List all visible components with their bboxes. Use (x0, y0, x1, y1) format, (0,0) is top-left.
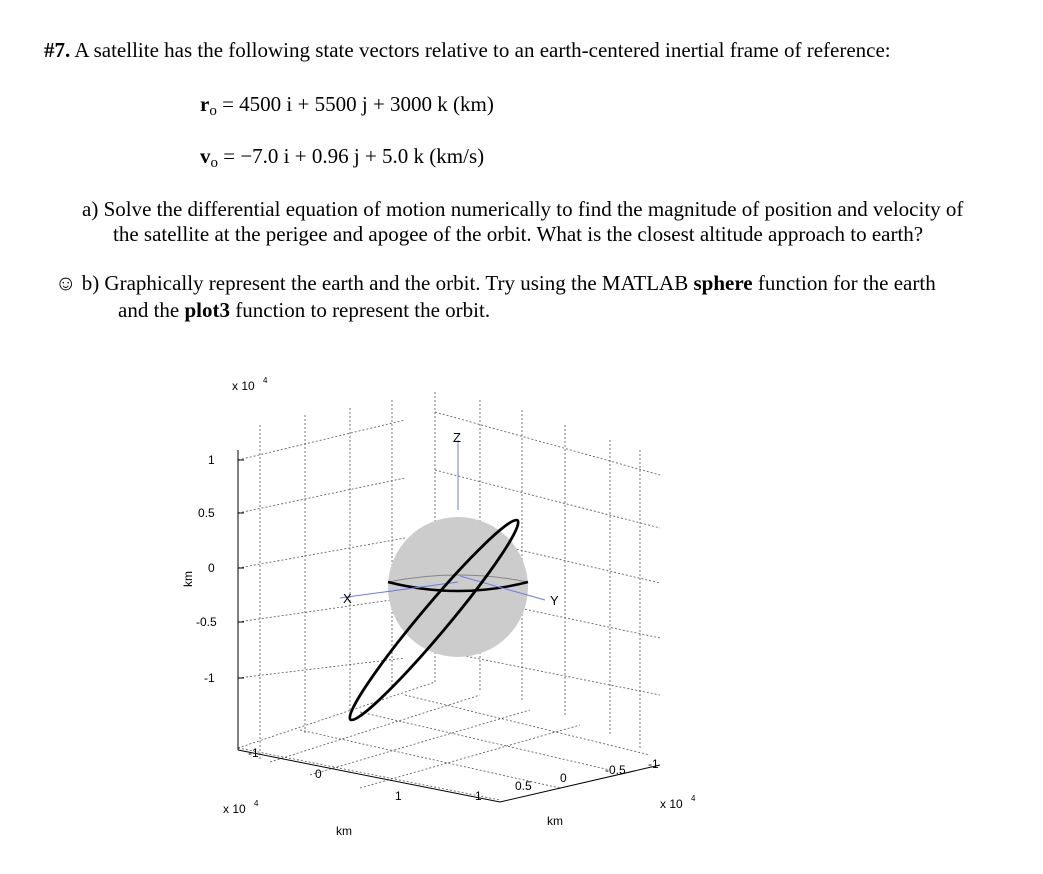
problem-text: A satellite has the following state vectors relative to an earth-centered inertial frame of reference: (74, 38, 891, 62)
z-axis-label: km (181, 571, 195, 587)
z-tick-1: 1 (208, 453, 215, 467)
x-axis-name: X (343, 591, 352, 606)
y-axis-name: Y (550, 593, 559, 608)
plot3-keyword: plot3 (184, 298, 230, 322)
x-tick-0: 0 (315, 767, 322, 781)
z-tick-0-5: 0.5 (198, 506, 215, 520)
r-equation-text: = 4500 i + 5500 j + 3000 k (km) (216, 92, 494, 116)
x-exponent-label: x 10 (223, 802, 246, 816)
y-tick-neg-0-5: -0.5 (605, 763, 626, 777)
position-vector-equation (200, 92, 494, 120)
y-tick-neg-1: -1 (648, 757, 659, 771)
part-b-line2-start: and the (118, 298, 185, 322)
part-b-line2-end: function to represent the orbit. (230, 298, 491, 322)
y-exponent-power: 4 (691, 794, 696, 803)
problem-number: #7. (44, 38, 71, 62)
v-equation-text: = −7.0 i + 0.96 j + 5.0 k (km/s) (218, 144, 485, 168)
y-axis-label: km (547, 814, 563, 828)
part-a-line-2: the satellite at the perigee and apogee of the orbit. What is the closest altitude approach to earth? (113, 222, 924, 246)
z-tick-neg-1: -1 (204, 671, 215, 685)
x-tick-neg-1: -1 (248, 746, 259, 760)
part-b-line-2 (118, 298, 490, 323)
r-symbol: r (200, 92, 210, 116)
part-b-prefix: ☺ b) Graphically represent the earth and the orbit. Try using the MATLAB (55, 271, 694, 295)
z-exponent-power: 4 (263, 376, 268, 385)
problem-statement (44, 38, 891, 63)
x-tick-1: 1 (395, 789, 402, 803)
v-subscript: o (210, 155, 218, 171)
y-exponent-label: x 10 (660, 797, 683, 811)
y-tick-0: 0 (560, 771, 567, 785)
z-tick-neg-0-5: -0.5 (196, 615, 217, 629)
z-ticks (238, 460, 244, 678)
y-tick-0-5: 0.5 (515, 779, 532, 793)
orbit-figure (160, 370, 700, 850)
z-tick-0: 0 (208, 561, 215, 575)
z-axis-name: Z (453, 430, 461, 445)
x-axis-label: km (336, 824, 352, 838)
x-exponent-power: 4 (254, 799, 259, 808)
v-symbol: v (200, 144, 211, 168)
part-b-mid: function for the earth (752, 271, 936, 295)
velocity-vector-equation (200, 144, 484, 172)
sphere-keyword: sphere (693, 271, 753, 295)
z-exponent-label: x 10 (232, 379, 255, 393)
part-a-line-1: a) Solve the differential equation of motion numerically to find the magnitude of position and velocity of (82, 197, 964, 221)
r-subscript: o (209, 103, 217, 119)
y-tick-1: 1 (475, 789, 482, 803)
part-b-line-1 (55, 271, 936, 296)
